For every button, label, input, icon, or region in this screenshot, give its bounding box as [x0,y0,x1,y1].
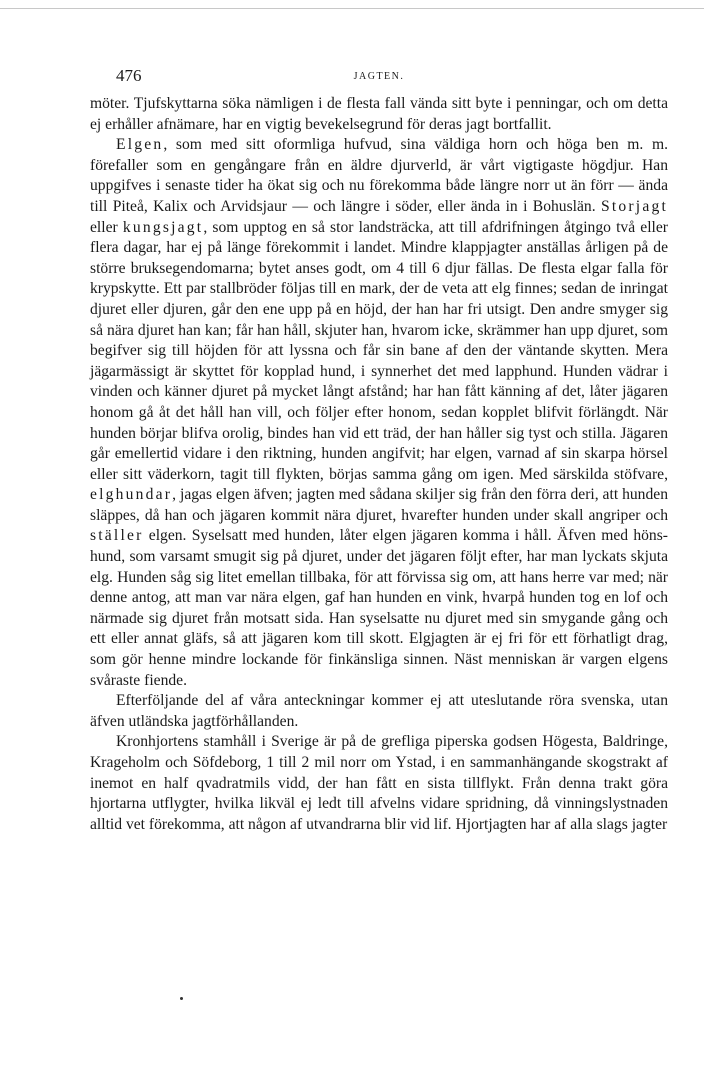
spaced-emphasis: elghundar [90,486,173,504]
scan-top-edge-line [0,8,704,9]
paragraph [90,94,668,135]
text-run: eller [90,218,123,236]
text-run: , som upptog en så stor landsträcka, att till afdrifningen åtgingo två eller flera dagar, har ej på länge förekommit i landet. Mindre klappjagter anställas årligen på de större bruksegendomarna; bytet anses godt, om 4 till 6 djur fällas. De flesta elgar falla för krypskytte. Ett par stallbröder följas till en mark, der de veta att elg finnes; sedan de inringat djuret eller djuren, går den ene upp på en höjd, der han har fri utsigt. Den andre smyger sig så nära djuret han kan; får han håll, skjuter han, hvarom icke, skrämmer han upp djuret, som begifver sig till höjden för att lyssna och får sin bane af den der väntande skytten. Mera jägarmässigt är skyttet för kopplad hund, i synnerhet det med lapphund. Hunden vädrar i vinden och känner djuret på mycket långt afstånd; har han fått känning af det, låter jägaren honom gå åt det håll han vill, och följer efter honom, sedan kopplet blifvit förlängdt. När hunden börjar blifva orolig, bindes han vid ett träd, der han håller sig tyst och stilla. Jägaren går emellertid vidare i den riktning, hunden angifvit; har elgen, varnad af sin skarpa hörsel eller sitt väderkorn, tagit till flykten, börjas samma gång om igen. Med särskilda stöfvare, [90,218,668,483]
running-head: JAGTEN. [353,71,405,82]
text-run: , som med sitt oformliga hufvud, sina väldiga horn och höga ben m. m. förefaller som en gengångare från en äldre djurverld, är vårt vigtigaste högdjur. Han uppgifves i senaste tider ha ökat sig och nu förekomma både längre norr ut än förr — ända till Piteå, Kalix och Arvidsjaur — och längre i söder, eller ända in i Bohuslän. [90,136,668,215]
page-number: 476 [116,66,142,85]
text-run: Kronhjortens stamhåll i Sverige är på de grefliga piperska godsen Högesta, Baldringe, Krageholm och Söfdeborg, 1 till 2 mil norr om Ystad, i en sammanhängande skogstrakt af inemot en half qvadratmils vidd, der han fått en sista tillflykt. Från denna trakt göra hjortarna utflygter, hvilka likväl ej ledt till afvelns vidare spridning, då vinningslystnaden alltid vet förekomma, att någon af utvandrarna blir vid lif. Hjortjagten har af alla slags jagter [90,733,668,833]
print-speck [180,997,183,1000]
paragraph [90,691,668,732]
text-run: möter. Tjufskyttarna söka nämligen i de flesta fall vända sitt byte i penningar, och om detta ej erhåller afnämare, har en vigtig bevekelsegrund för deras jagt bortfallit. [90,95,668,133]
spaced-emphasis: kungsjagt [122,218,204,236]
spaced-emphasis: ställer [90,527,144,545]
body-text [90,94,668,835]
paragraph [90,135,668,691]
text-run: , jagas elgen äfven; jagten med sådana skiljer sig från den förra deri, att hunden släppes, då han och jägaren kommit nära djuret, hvarefter hunden under skall angriper och [90,486,668,524]
paragraph [90,732,668,835]
text-run: Efterföljande del af våra anteckningar kommer ej att uteslutande röra svenska, utan äfven utländska jagtförhållanden. [90,692,668,730]
spaced-emphasis: Storjagt [601,197,668,215]
spaced-emphasis: Elgen [116,136,164,154]
text-run: elgen. Syselsatt med hunden, låter elgen jägaren komma i håll. Äfven med hönshund, som varsamt smugit sig på djuret, under det jägaren följt efter, har man lyckats skjuta elg. Hunden såg sig litet emellan tillbaka, för att förvissa sig om, att hans herre var med; när denne antog, att man var nära elgen, gaf han hunden en vink, hvarpå hunden tog en lof och närmade sig djuret från motsatt sida. Han syselsatte nu djuret med sin smygande gång och ett eller annat gläfs, så att jägaren kom till skott. Elgjagten är ej fri för ett förhatligt drag, som gör henne mindre lockande för finkänsliga sinnen. Näst menniskan är vargen elgens svåraste fiende. [90,527,668,689]
page-header [90,66,668,88]
